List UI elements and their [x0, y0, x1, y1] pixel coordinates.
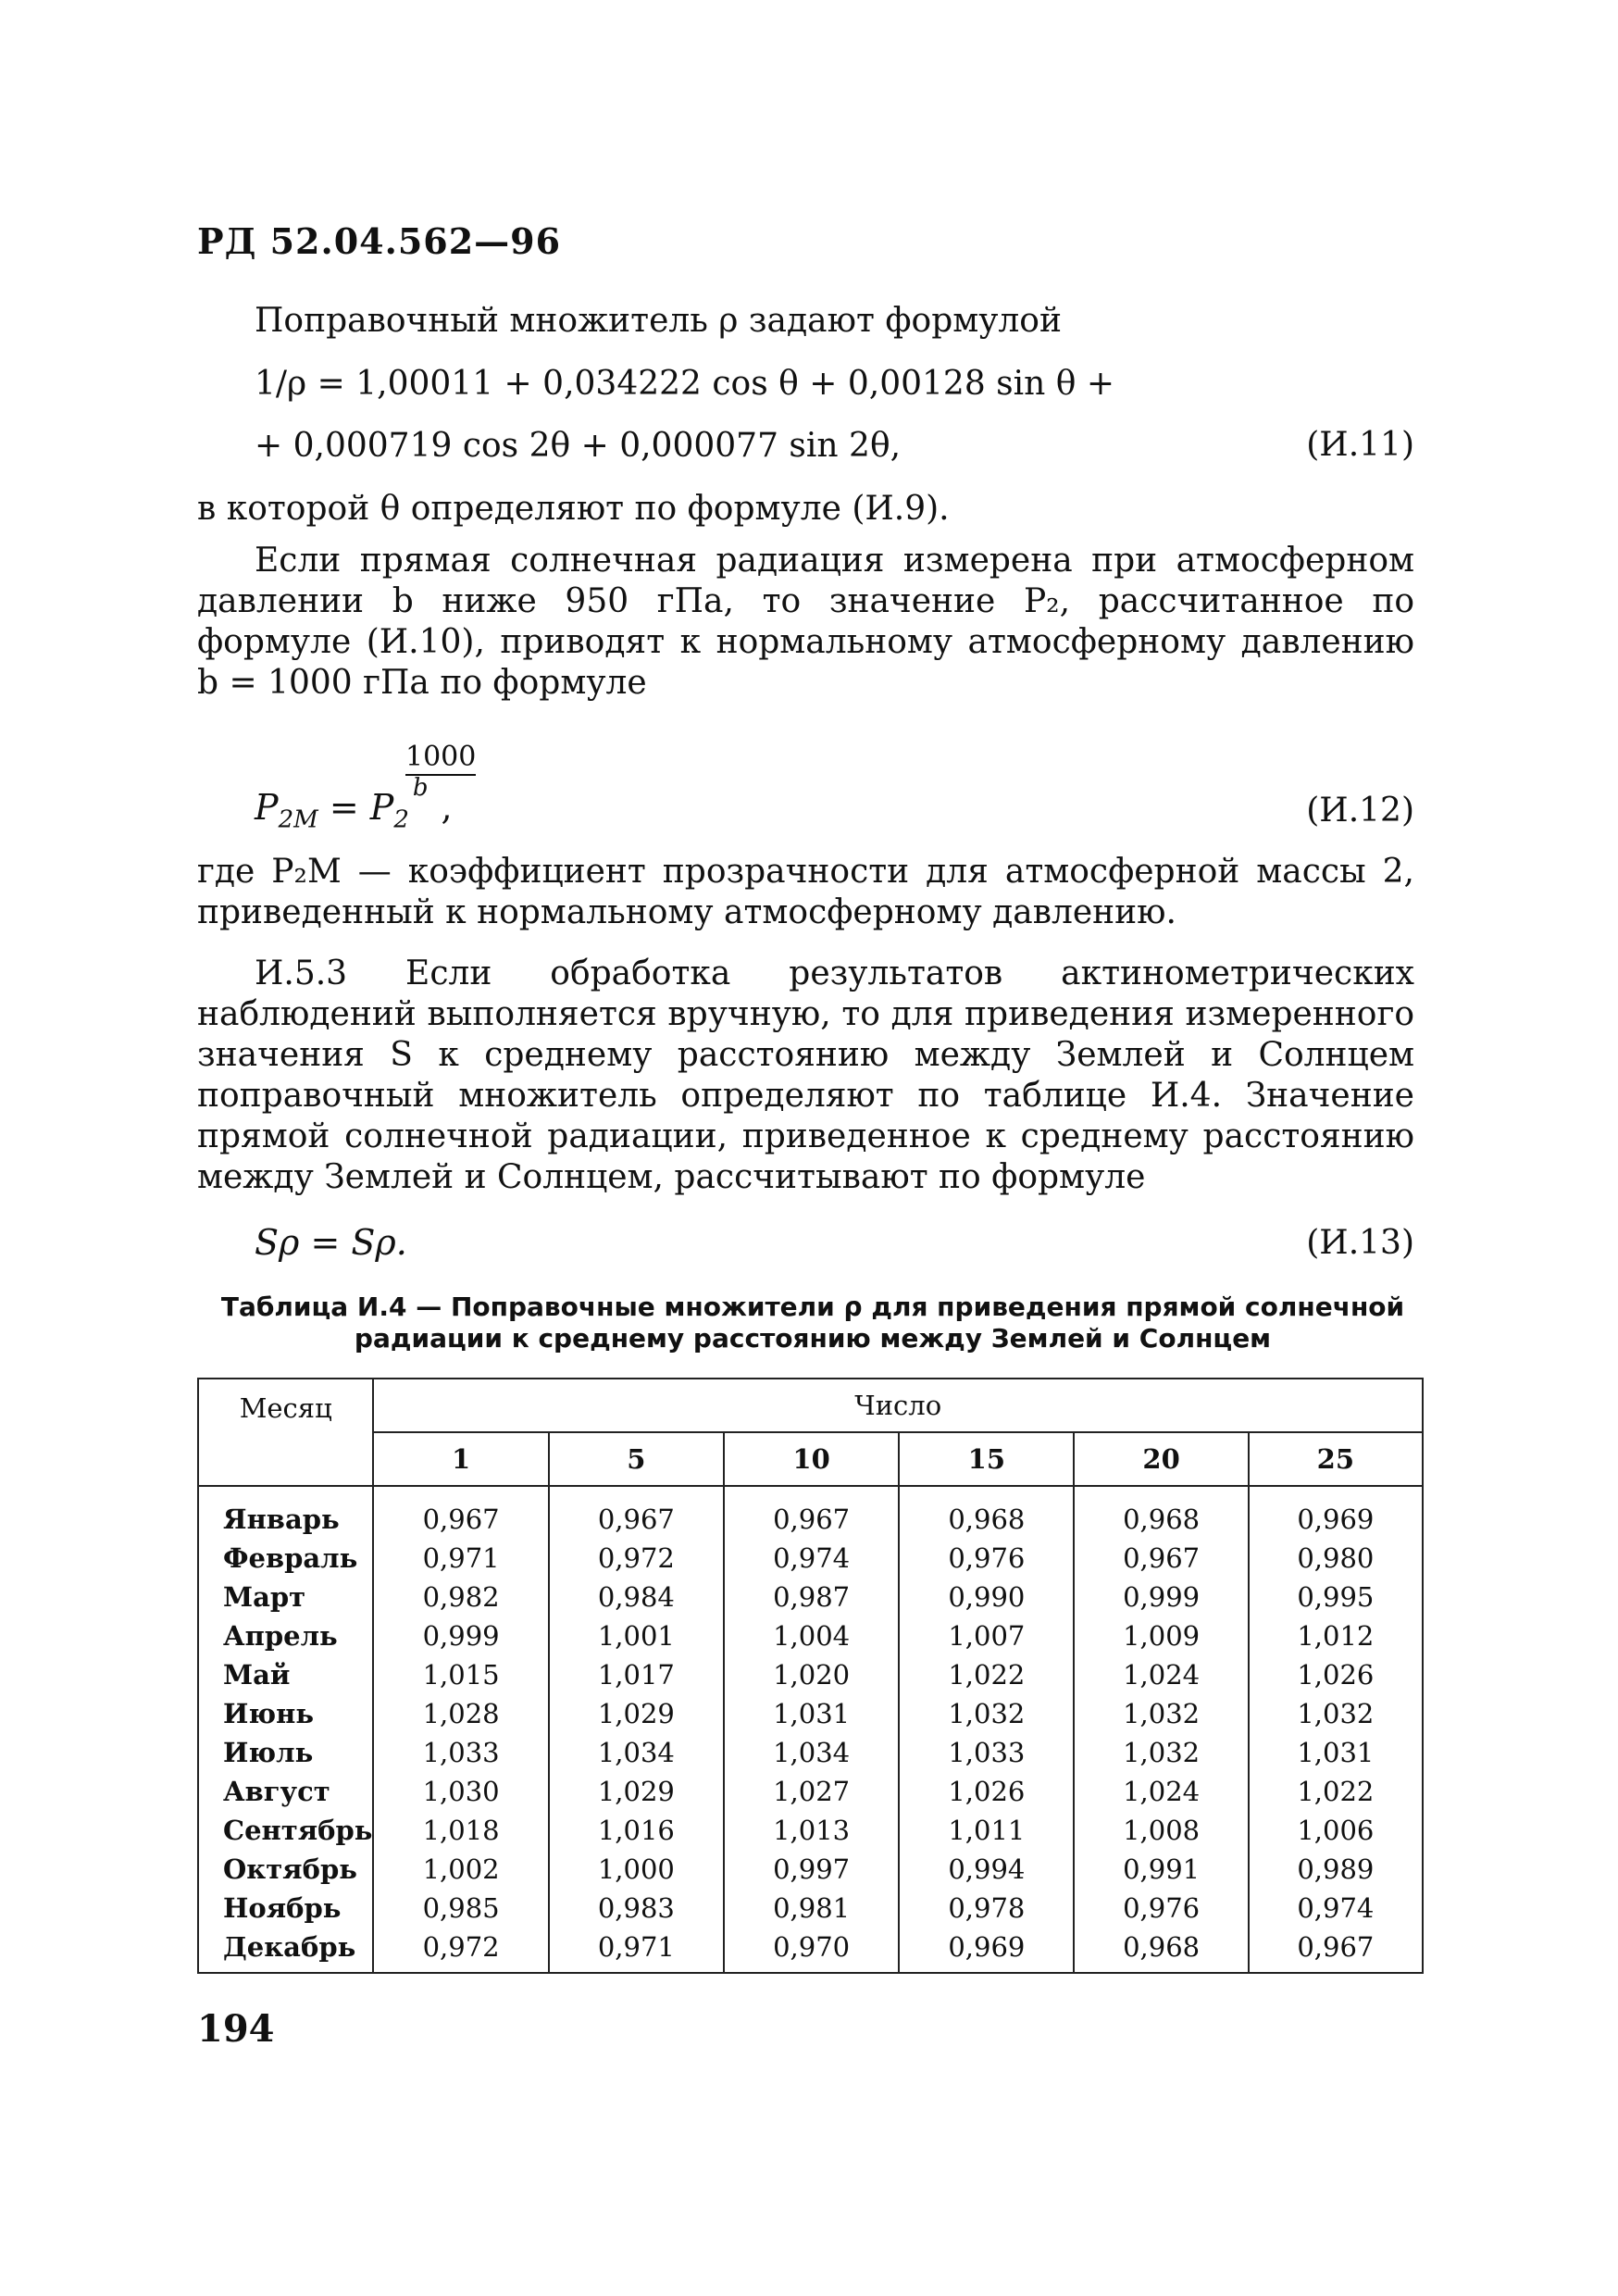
value-cell: 1,032 [1074, 1694, 1248, 1733]
paragraph-i53: И.5.3 Если обработка результатов актинометрических наблюдений выполняется вручную, то для приведения измеренного значения S к среднему расстоянию между Землей и Солнцем поправочный множитель определяют по таблице И.4. Значение прямой солнечной радиации, приведенное к среднему расстоянию между Землей и Солнцем, рассчитывают по формуле [197, 955, 1414, 1196]
value-cell: 0,984 [549, 1578, 724, 1616]
day-header-cell: 5 [549, 1432, 724, 1486]
value-cell: 1,015 [373, 1655, 548, 1694]
value-cell: 0,969 [899, 1928, 1074, 1973]
table-caption: Таблица И.4 — Поправочные множители ρ для приведения прямой солнечной радиации к среднему расстоянию между Землей и Солнцем [220, 1292, 1405, 1354]
day-column-header: Число [373, 1379, 1423, 1432]
value-cell: 0,999 [1074, 1578, 1248, 1616]
table-row [198, 1694, 1423, 1733]
value-cell: 0,989 [1249, 1850, 1423, 1889]
value-cell: 1,022 [1249, 1772, 1423, 1811]
month-cell: Февраль [198, 1539, 373, 1578]
eq12-rhs-sub: 2 [393, 805, 409, 834]
eq12-equals: = [317, 787, 370, 828]
table-row [198, 1655, 1423, 1694]
value-cell: 0,980 [1249, 1539, 1423, 1578]
month-cell: Январь [198, 1486, 373, 1539]
equation-13-number: (И.13) [1306, 1224, 1414, 1262]
value-cell: 0,969 [1249, 1486, 1423, 1539]
document-header: РД 52.04.562—96 [197, 220, 562, 262]
value-cell: 0,967 [549, 1486, 724, 1539]
value-cell: 0,971 [373, 1539, 548, 1578]
value-cell: 0,991 [1074, 1850, 1248, 1889]
value-cell: 0,976 [1074, 1889, 1248, 1928]
table-row [198, 1486, 1423, 1539]
intro-text: Поправочный множитель ρ задают формулой [255, 302, 1062, 340]
equation-12 [255, 774, 453, 841]
value-cell: 1,008 [1074, 1811, 1248, 1850]
paragraph-p2m-definition: где P₂M — коэффициент прозрачности для атмосферной массы 2, приведенный к нормальному атмосферному давлению. [197, 853, 1414, 931]
table-row [198, 1889, 1423, 1928]
table-body [198, 1486, 1423, 1973]
value-cell: 1,004 [724, 1616, 899, 1655]
month-cell: Октябрь [198, 1850, 373, 1889]
value-cell: 0,999 [373, 1616, 548, 1655]
value-cell: 1,022 [899, 1655, 1074, 1694]
value-cell: 0,967 [724, 1486, 899, 1539]
value-cell: 0,968 [1074, 1486, 1248, 1539]
day-header-cell: 1 [373, 1432, 548, 1486]
month-cell: Май [198, 1655, 373, 1694]
equation-11-line2: + 0,000719 cos 2θ + 0,000077 sin 2θ, [255, 427, 902, 465]
value-cell: 0,985 [373, 1889, 548, 1928]
value-cell: 0,968 [1074, 1928, 1248, 1973]
value-cell: 1,001 [549, 1616, 724, 1655]
table-row [198, 1850, 1423, 1889]
value-cell: 0,971 [549, 1928, 724, 1973]
eq12-exponent-denominator: b [412, 774, 429, 802]
value-cell: 1,012 [1249, 1616, 1423, 1655]
value-cell: 1,000 [549, 1850, 724, 1889]
value-cell: 1,031 [724, 1694, 899, 1733]
value-cell: 1,029 [549, 1772, 724, 1811]
value-cell: 1,026 [899, 1772, 1074, 1811]
value-cell: 1,009 [1074, 1616, 1248, 1655]
eq12-rhs: P [369, 787, 394, 828]
value-cell: 0,983 [549, 1889, 724, 1928]
value-cell: 0,967 [1074, 1539, 1248, 1578]
value-cell: 1,002 [373, 1850, 548, 1889]
day-header-cell: 25 [1249, 1432, 1423, 1486]
month-cell: Июнь [198, 1694, 373, 1733]
day-header-row [198, 1432, 1423, 1486]
value-cell: 0,974 [724, 1539, 899, 1578]
day-header-cell: 20 [1074, 1432, 1248, 1486]
value-cell: 1,026 [1249, 1655, 1423, 1694]
equation-11-number: (И.11) [1306, 426, 1414, 464]
value-cell: 1,024 [1074, 1655, 1248, 1694]
value-cell: 1,033 [899, 1733, 1074, 1772]
after-equation-11-text: в которой θ определяют по формуле (И.9). [197, 490, 950, 528]
value-cell: 0,970 [724, 1928, 899, 1973]
value-cell: 0,978 [899, 1889, 1074, 1928]
value-cell: 1,013 [724, 1811, 899, 1850]
value-cell: 0,990 [899, 1578, 1074, 1616]
value-cell: 1,024 [1074, 1772, 1248, 1811]
value-cell: 1,028 [373, 1694, 548, 1733]
value-cell: 1,016 [549, 1811, 724, 1850]
eq12-exponent-numerator: 1000 [405, 741, 476, 776]
value-cell: 1,006 [1249, 1811, 1423, 1850]
month-cell: Август [198, 1772, 373, 1811]
eq12-lhs: P [255, 787, 279, 828]
value-cell: 1,034 [549, 1733, 724, 1772]
value-cell: 0,972 [549, 1539, 724, 1578]
table-row [198, 1578, 1423, 1616]
eq12-lhs-sub: 2M [278, 805, 318, 834]
value-cell: 1,032 [899, 1694, 1074, 1733]
month-cell: Апрель [198, 1616, 373, 1655]
table-row [198, 1539, 1423, 1578]
value-cell: 0,994 [899, 1850, 1074, 1889]
value-cell: 1,018 [373, 1811, 548, 1850]
table-row [198, 1772, 1423, 1811]
value-cell: 0,968 [899, 1486, 1074, 1539]
month-cell: Сентябрь [198, 1811, 373, 1850]
value-cell: 0,982 [373, 1578, 548, 1616]
page-number: 194 [197, 2007, 275, 2051]
eq12-comma: , [441, 787, 453, 828]
value-cell: 1,011 [899, 1811, 1074, 1850]
value-cell: 0,987 [724, 1578, 899, 1616]
month-column-header: Месяц [198, 1379, 373, 1486]
month-cell: Декабрь [198, 1928, 373, 1973]
day-header-cell: 15 [899, 1432, 1074, 1486]
value-cell: 1,020 [724, 1655, 899, 1694]
month-cell: Март [198, 1578, 373, 1616]
value-cell: 0,974 [1249, 1889, 1423, 1928]
equation-13: Sρ = Sρ. [255, 1222, 407, 1263]
table-row [198, 1811, 1423, 1850]
table-row [198, 1733, 1423, 1772]
value-cell: 1,030 [373, 1772, 548, 1811]
equation-12-number: (И.12) [1306, 792, 1414, 830]
value-cell: 0,967 [373, 1486, 548, 1539]
value-cell: 1,031 [1249, 1733, 1423, 1772]
value-cell: 0,976 [899, 1539, 1074, 1578]
equation-11-line1: 1/ρ = 1,00011 + 0,034222 cos θ + 0,00128 sin θ + [255, 365, 1115, 403]
day-header-cell: 10 [724, 1432, 899, 1486]
value-cell: 1,034 [724, 1733, 899, 1772]
paragraph-pressure: Если прямая солнечная радиация измерена при атмосферном давлении b ниже 950 гПа, то значение P₂, рассчитанное по формуле (И.10), приводят к нормальному атмосферному давлению b = 1000 гПа по формуле [197, 542, 1414, 702]
table-row [198, 1928, 1423, 1973]
value-cell: 0,972 [373, 1928, 548, 1973]
value-cell: 0,981 [724, 1889, 899, 1928]
value-cell: 1,033 [373, 1733, 548, 1772]
value-cell: 0,995 [1249, 1578, 1423, 1616]
month-cell: Ноябрь [198, 1889, 373, 1928]
month-cell: Июль [198, 1733, 373, 1772]
correction-factor-table [197, 1378, 1424, 1974]
value-cell: 1,032 [1074, 1733, 1248, 1772]
value-cell: 0,967 [1249, 1928, 1423, 1973]
value-cell: 0,997 [724, 1850, 899, 1889]
value-cell: 1,032 [1249, 1694, 1423, 1733]
value-cell: 1,027 [724, 1772, 899, 1811]
value-cell: 1,007 [899, 1616, 1074, 1655]
table-row [198, 1616, 1423, 1655]
value-cell: 1,017 [549, 1655, 724, 1694]
value-cell: 1,029 [549, 1694, 724, 1733]
